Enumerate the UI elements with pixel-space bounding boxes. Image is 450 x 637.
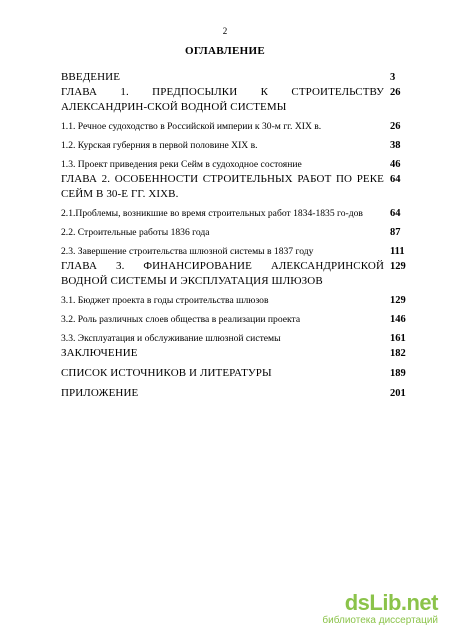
toc-entry-text: ГЛАВА 1. ПРЕДПОСЫЛКИ К СТРОИТЕЛЬСТВУ АЛЕКСАНДРИН-СКОЙ ВОДНОЙ СИСТЕМЫ — [61, 86, 384, 113]
watermark-logo: dsLib.net — [344, 590, 438, 615]
page-number: 2 — [222, 26, 228, 36]
toc-entry-text: ГЛАВА 3. ФИНАНСИРОВАНИЕ АЛЕКСАНДРИНСКОЙ ВОДНОЙ СИСТЕМЫ И ЭКСПЛУАТАЦИЯ ШЛЮЗОВ — [61, 260, 384, 287]
watermark[interactable] — [288, 591, 438, 627]
toc-entry-page: 161 — [390, 333, 406, 344]
toc-entry-page: 87 — [390, 227, 401, 238]
watermark-subtitle: библиотека диссертаций — [322, 615, 438, 626]
toc-entry-text: 1.1. Речное судоходство в Российской империи к 30-м гг. XIX в. — [61, 121, 322, 132]
toc-entry-page: 46 — [390, 159, 401, 170]
toc-entry-text: 3.3. Эксплуатация и обслуживание шлюзной системы — [61, 333, 281, 344]
toc-entry-page: 146 — [390, 314, 406, 325]
toc-entry-page: 129 — [390, 261, 406, 272]
toc-entry-section-3-1[interactable] — [61, 294, 416, 308]
toc-entry-section-3-3[interactable] — [61, 332, 416, 346]
table-of-contents — [61, 70, 416, 401]
toc-entry-page: 111 — [390, 246, 405, 257]
toc-entry-section-2-2[interactable] — [61, 226, 416, 240]
toc-entry-page: 182 — [390, 348, 406, 359]
toc-entry-text: 2.3. Завершение строительства шлюзной системы в 1837 году — [61, 246, 314, 257]
toc-entry-page: 64 — [390, 208, 401, 219]
toc-entry-text: ПРИЛОЖЕНИЕ — [61, 387, 139, 399]
toc-entry-chapter-2[interactable] — [61, 172, 416, 202]
toc-entry-conclusion[interactable] — [61, 346, 416, 361]
toc-entry-section-2-1[interactable] — [61, 207, 416, 221]
toc-entry-page: 201 — [390, 388, 406, 399]
toc-entry-text: ВВЕДЕНИЕ — [61, 71, 121, 83]
toc-entry-page: 26 — [390, 121, 401, 132]
toc-entry-section-2-3[interactable] — [61, 245, 416, 259]
toc-entry-introduction[interactable] — [61, 70, 416, 85]
toc-entry-text: ЗАКЛЮЧЕНИЕ — [61, 347, 138, 359]
toc-entry-page: 38 — [390, 140, 401, 151]
toc-entry-text: 3.1. Бюджет проекта в годы строительства шлюзов — [61, 295, 269, 306]
toc-entry-sources[interactable] — [61, 366, 416, 381]
toc-entry-section-3-2[interactable] — [61, 313, 416, 327]
toc-entry-text: 3.2. Роль различных слоев общества в реализации проекта — [61, 314, 301, 325]
toc-entry-chapter-3[interactable] — [61, 259, 416, 289]
toc-entry-page: 3 — [390, 72, 396, 83]
toc-entry-page: 129 — [390, 295, 406, 306]
toc-entry-page: 189 — [390, 368, 406, 379]
toc-entry-text: 1.3. Проект приведения реки Сейм в судоходное состояние — [61, 159, 302, 170]
toc-entry-text: 1.2. Курская губерния в первой половине XIX в. — [61, 140, 258, 151]
toc-entry-section-1-2[interactable] — [61, 139, 416, 153]
toc-entry-page: 64 — [390, 174, 401, 185]
toc-entry-text: 2.1.Проблемы, возникшие во время строительных работ 1834-1835 го-дов — [61, 208, 363, 219]
toc-entry-text: ГЛАВА 2. ОСОБЕННОСТИ СТРОИТЕЛЬНЫХ РАБОТ ПО РЕКЕ СЕЙМ В 30-Е ГГ. XIXВ. — [61, 173, 384, 200]
toc-entry-appendix[interactable] — [61, 386, 416, 401]
toc-entry-page: 26 — [390, 87, 401, 98]
toc-entry-section-1-3[interactable] — [61, 158, 416, 172]
toc-entry-chapter-1[interactable] — [61, 85, 416, 115]
page-title: ОГЛАВЛЕНИЕ — [185, 45, 265, 57]
toc-entry-text: 2.2. Строительные работы 1836 года — [61, 227, 210, 238]
toc-entry-text: СПИСОК ИСТОЧНИКОВ И ЛИТЕРАТУРЫ — [61, 367, 272, 379]
toc-entry-section-1-1[interactable] — [61, 120, 416, 134]
